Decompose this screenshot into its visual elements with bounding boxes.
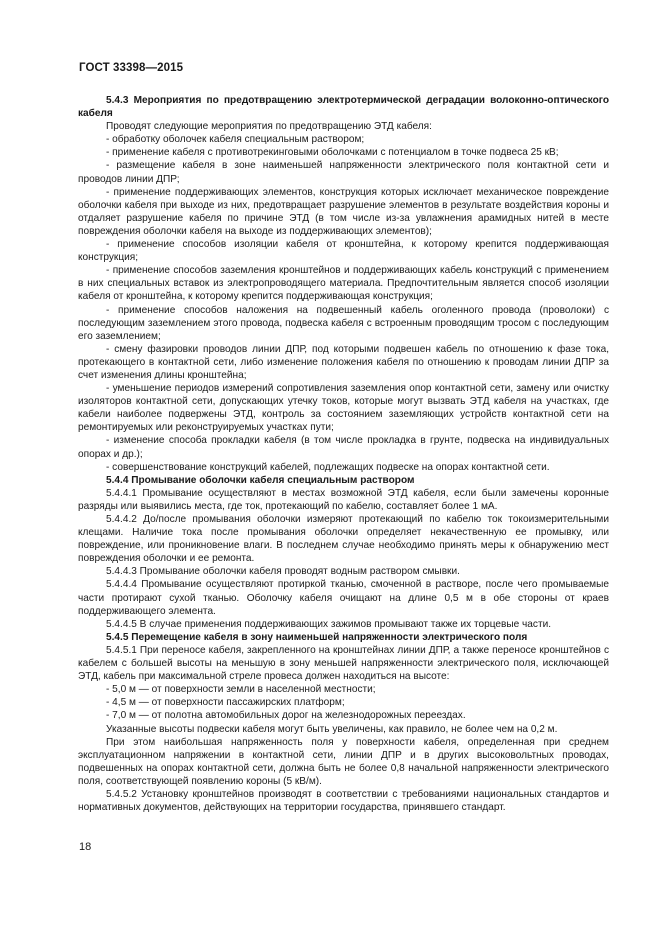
list-item: - 5,0 м — от поверхности земли в населенной местности; xyxy=(106,684,376,696)
page-number: 18 xyxy=(79,841,92,853)
list-item: - применение кабеля с противотрекинговыми оболочками с потенциалом в точке подвеса 25 кВ; xyxy=(106,147,559,159)
list-item: - применение поддерживающих элементов, конструкция которых исключает механическое повреждение оболочки кабеля при выходе из них, предотвращает разрушение элементов в результате воздействия короны и отдаляет разрушение кабеля по причине ЭТД (в том числе из-за увлажнения арамидных нитей в месте повреждения оболочки кабеля на выходе из поддерживающих элементов); xyxy=(78,186,609,237)
document-number-header: ГОСТ 33398—2015 xyxy=(79,62,184,74)
section-heading: 5.4.5 Перемещение кабеля в зону наименьшей напряженности электрического поля xyxy=(106,631,528,643)
list-item: - 4,5 м — от поверхности пассажирских платформ; xyxy=(106,697,345,709)
list-item: - применение способов наложения на подвешенный кабель оголенного провода (проволоки) с последующим заземлением этого провода, подвеска кабеля с встроенным проводящим тросом с последующим его заземлением; xyxy=(78,304,609,342)
list-item: - смену фазировки проводов линии ДПР, под которыми подвешен кабель по отношению к фазе тока, протекающего в контактной сети, либо изменение положения кабеля по отношению к проводам линии ДПР за счет изменения длины кронштейна; xyxy=(78,343,609,381)
paragraph: 5.4.4.3 Промывание оболочки кабеля проводят водным раствором смывки. xyxy=(106,566,460,578)
list-item: - размещение кабеля в зоне наименьшей напряженности электрического поля контактной сети и проводов линии ДПР; xyxy=(78,160,609,185)
list-item: - уменьшение периодов измерений сопротивления заземления опор контактной сети, замену или очистку изоляторов контактной сети, допускающих утечку токов, которые могут вызвать ЭТД кабеля на участках, где кабели наиболее подвержены ЭТД, контроль за состоянием заземляющих устройств контактной сети на ремонтируемых или реконструируемых участках пути; xyxy=(78,383,609,434)
paragraph: При этом наибольшая напряженность поля у поверхности кабеля, определенная при среднем эксплуатационном напряжении в контактной сети, линии ДПР и в других высоковольтных проводах, подвешенных на опорах контактной сети, должна быть не более 0,8 начальной напряженности электрического поля, соответствующей появлению короны (5 кВ/м). xyxy=(78,736,609,787)
paragraph: 5.4.4.1 Промывание осуществляют в местах возможной ЭТД кабеля, если были замечены коронные разряды или выявились места, где ток, протекающий по кабелю, составляет более 1 мА. xyxy=(78,487,609,512)
paragraph: 5.4.5.2 Установку кронштейнов производят в соответствии с требованиями национальных стандартов и нормативных документов, действующих на территории государства, принявшего стандарт. xyxy=(78,788,609,814)
paragraph: 5.4.5.1 При переносе кабеля, закрепленного на кронштейнах линии ДПР, а также переносе кронштейнов с кабелем с большей высоты на меньшую в зону меньшей напряженности электрического поля, исключающей ЭТД, кабель при максимальной стреле провеса должен находиться на высоте: xyxy=(78,644,609,683)
list-item: - обработку оболочек кабеля специальным раствором; xyxy=(106,134,365,146)
paragraph: 5.4.4.4 Промывание осуществляют протиркой тканью, смоченной в растворе, после чего промываемые части протирают сухой тканью. Оболочку кабеля очищают на длине 0,5 м в обе стороны от краев поддерживающего элемента. xyxy=(78,579,609,617)
paragraph: 5.4.4.5 В случае применения поддерживающих зажимов промывают также их торцевые части. xyxy=(106,618,552,630)
document-body xyxy=(78,94,609,814)
list-item: - применение способов изоляции кабеля от кронштейна, к которому крепится поддерживающая конструкция; xyxy=(78,239,609,264)
section-heading: 5.4.3 Мероприятия по предотвращению электротермической деградации волоконно-оптического кабеля xyxy=(78,95,609,120)
paragraph: Указанные высоты подвески кабеля могут быть увеличены, как правило, не более чем на 0,2 м. xyxy=(106,723,558,735)
paragraph: Проводят следующие мероприятия по предотвращению ЭТД кабеля: xyxy=(106,121,432,133)
section-heading: 5.4.4 Промывание оболочки кабеля специальным раствором xyxy=(106,474,415,486)
list-item: - изменение способа прокладки кабеля (в том числе прокладка в грунте, подвеска на индивидуальных опорах и др.); xyxy=(78,435,609,460)
list-item: - 7,0 м — от полотна автомобильных дорог на железнодорожных переездах. xyxy=(106,710,466,722)
paragraph: 5.4.4.2 До/после промывания оболочки измеряют протекающий по кабелю ток токоизмерительными клещами. Наличие тока после промывания оболочки определяет некачественную ее промывку, или повреждение, или проникновение влаги. В последнем случае необходимо принять меры к обнаружению мест повреждения оболочки и ее ремонта. xyxy=(78,514,609,565)
list-item: - применение способов заземления кронштейнов и поддерживающих кабель конструкций с применением в них специальных вставок из электропроводящего материала. Предпочтительным является способ изоляции кабеля от кронштейна, к которому крепится поддерживающая конструкция; xyxy=(78,265,609,303)
list-item: - совершенствование конструкций кабелей, подлежащих подвеске на опорах контактной сети. xyxy=(106,461,550,473)
